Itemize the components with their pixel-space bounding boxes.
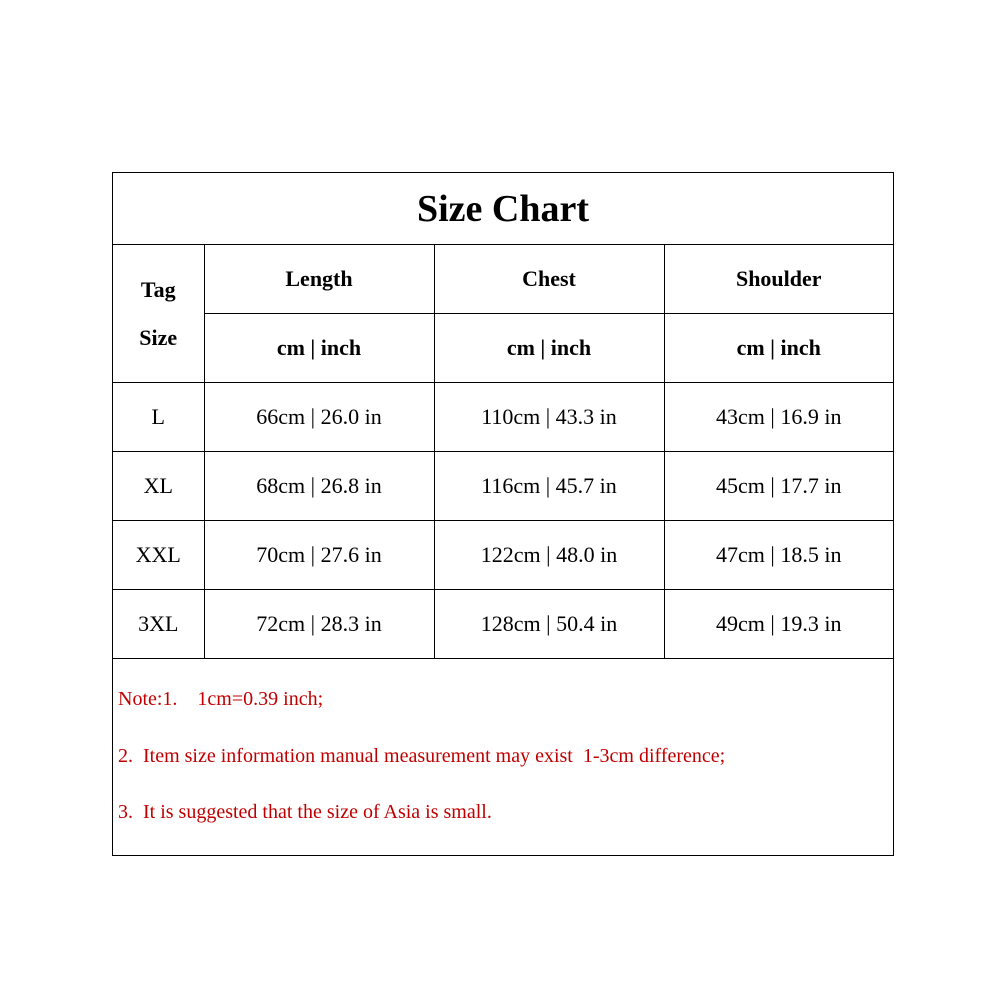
shoulder-unit: cm | inch [664,314,893,383]
tag-label: Tag [140,276,176,302]
shoulder-cell: 47cm | 18.5 in [664,521,893,590]
note-3: 3. It is suggested that the size of Asia is small. [118,801,492,823]
size-cell: XXL [113,521,204,590]
length-unit: cm | inch [204,314,434,383]
chart-title: Size Chart [416,187,590,230]
tag-size-header [113,245,204,383]
length-cell: 66cm | 26.0 in [204,383,434,452]
length-cell: 68cm | 26.8 in [204,452,434,521]
header-row-names [113,245,893,314]
size-chart-table [112,172,894,856]
header-row-units [113,314,893,383]
size-label: Size [139,324,178,350]
shoulder-cell: 49cm | 19.3 in [664,590,893,659]
shoulder-cell: 45cm | 17.7 in [664,452,893,521]
table-row [113,590,893,659]
size-grid [113,245,893,659]
chest-cell: 116cm | 45.7 in [434,452,664,521]
shoulder-header: Shoulder [664,245,893,314]
note-2: 2. Item size information manual measurement may exist 1-3cm difference; [118,745,726,767]
chest-cell: 128cm | 50.4 in [434,590,664,659]
table-row [113,521,893,590]
table-row [113,452,893,521]
note-1: Note:1. 1cm=0.39 inch; [118,688,324,710]
chest-cell: 110cm | 43.3 in [434,383,664,452]
table-row [113,383,893,452]
notes-section [113,662,893,855]
length-cell: 70cm | 27.6 in [204,521,434,590]
title-row [113,173,893,245]
size-cell: L [113,383,204,452]
size-cell: XL [113,452,204,521]
chest-header: Chest [434,245,664,314]
chest-unit: cm | inch [434,314,664,383]
chest-cell: 122cm | 48.0 in [434,521,664,590]
shoulder-cell: 43cm | 16.9 in [664,383,893,452]
length-cell: 72cm | 28.3 in [204,590,434,659]
length-header: Length [204,245,434,314]
size-cell: 3XL [113,590,204,659]
